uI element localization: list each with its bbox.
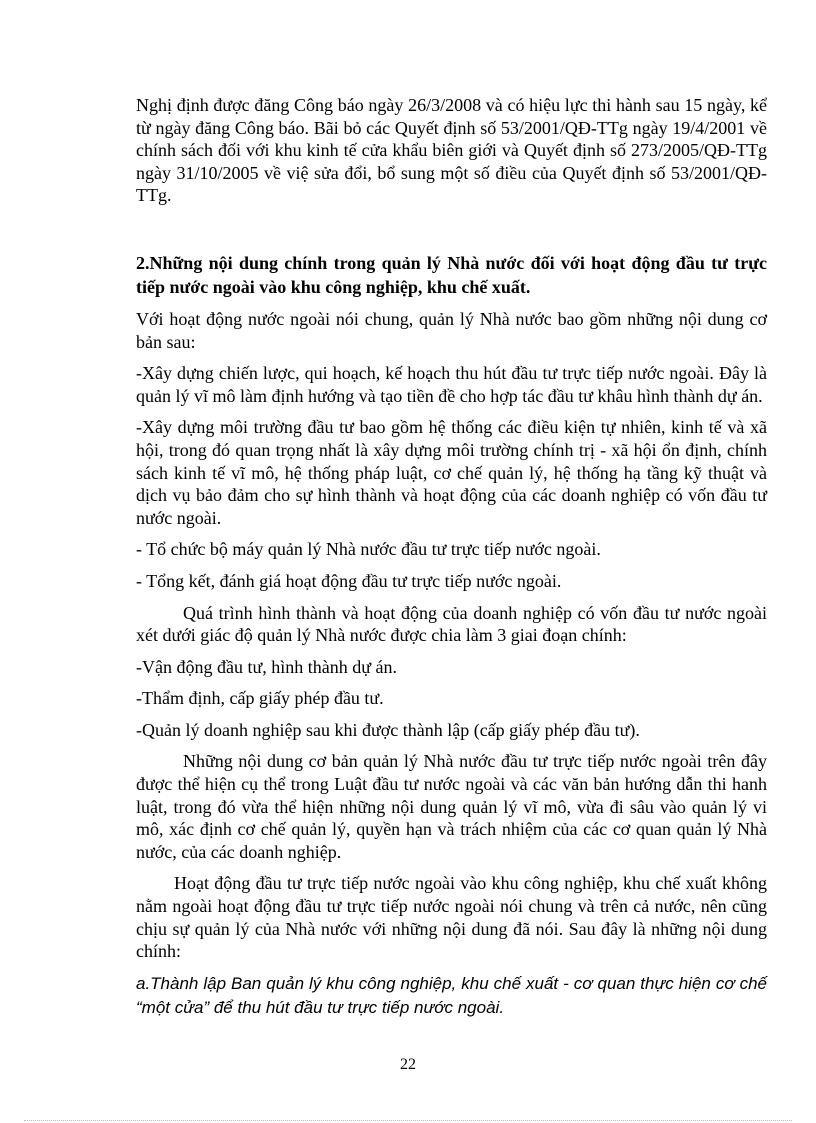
list-item-evaluation: - Tổng kết, đánh giá hoạt động đầu tư trực tiếp nước ngoài. — [136, 570, 562, 591]
paragraph-legal-basis: Những nội dung cơ bản quản lý Nhà nước đầu tư trực tiếp nước ngoài trên đây được thể hiện cụ thể trong Luật đầu tư nước ngoài và các văn bản hướng dẫn thi hanh luật, trong đó vừa thể hiện những nội dung quản lý vĩ mô, vừa đi sâu vào quản lý vi mô, xác định cơ chế quản lý, quyền hạn và trách nhiệm của các cơ quan quản lý Nhà nước, của các doanh nghiệp. — [136, 751, 767, 862]
paragraph-industrial-zones: Hoạt động đầu tư trực tiếp nước ngoài vào khu công nghiệp, khu chế xuất không nằm ngoài hoạt động đầu tư trực tiếp nước ngoài nói chung và trên cả nước, nên cũng chịu sự quản lý của Nhà nước với những nội dung đã nói. Sau đây là những nội dung chính: — [136, 873, 767, 962]
paragraph-intro: Với hoạt động nước ngoài nói chung, quản lý Nhà nước bao gồm những nội dung cơ bản sau: — [136, 308, 767, 352]
list-item-strategy: -Xây dựng chiến lược, qui hoạch, kế hoạch thu hút đầu tư trực tiếp nước ngoài. Đây là quản lý vĩ mô làm định hướng và tạo tiền đề cho hợp tác đầu tư khâu hình thành dự án. — [136, 363, 767, 406]
list-item-organization: - Tổ chức bộ máy quản lý Nhà nước đầu tư trực tiếp nước ngoài. — [136, 539, 601, 560]
paragraph-process: Quá trình hình thành và hoạt động của doanh nghiệp có vốn đầu tư nước ngoài xét dưới giác độ quản lý Nhà nước được chia làm 3 giai đoạn chính: — [136, 602, 767, 646]
list-item-appraisal: -Thẩm định, cấp giấy phép đầu tư. — [136, 688, 384, 709]
paragraph-decree-effect: Nghị định được đăng Công báo ngày 26/3/2008 và có hiệu lực thi hành sau 15 ngày, kể từ ngày đăng Công báo. Bãi bỏ các Quyết định số 53/2001/QĐ-TTg ngày 19/4/2001 về chính sách đối với khu kinh tế cửa khẩu biên giới và Quyết định số 273/2005/QĐ-TTg ngày 31/10/2005 về việ sửa đổi, bổ sung một số điều của Quyết định số 53/2001/QĐ-TTg. — [136, 95, 767, 206]
page-number: 22 — [400, 1056, 416, 1073]
section-heading-2: 2.Những nội dung chính trong quản lý Nhà nước đối với hoạt động đầu tư trực tiếp nước ngoài vào khu công nghiệp, khu chế xuất. — [136, 252, 767, 297]
page-body — [136, 94, 767, 1029]
page-bottom-divider — [24, 1120, 792, 1121]
list-item-management: -Quản lý doanh nghiệp sau khi được thành lập (cấp giấy phép đầu tư). — [136, 719, 640, 740]
list-item-mobilization: -Vận động đầu tư, hình thành dự án. — [136, 656, 397, 677]
subsection-heading-a: a.Thành lập Ban quản lý khu công nghiệp, khu chế xuất - cơ quan thực hiện cơ chế “một cửa” để thu hút đầu tư trực tiếp nước ngoài. — [136, 973, 767, 1017]
list-item-environment: -Xây dựng môi trường đầu tư bao gồm hệ thống các điều kiện tự nhiên, kinh tế và xã hội, trong đó quan trọng nhất là xây dựng môi trường chính trị - xã hội ổn định, chính sách kinh tế vĩ mô, hệ thống pháp luật, cơ chế quản lý, hệ thống hạ tầng kỹ thuật và dịch vụ bảo đảm cho sự hình thành và hoạt động của các doanh nghiệp có vốn đầu tư nước ngoài. — [136, 417, 767, 528]
